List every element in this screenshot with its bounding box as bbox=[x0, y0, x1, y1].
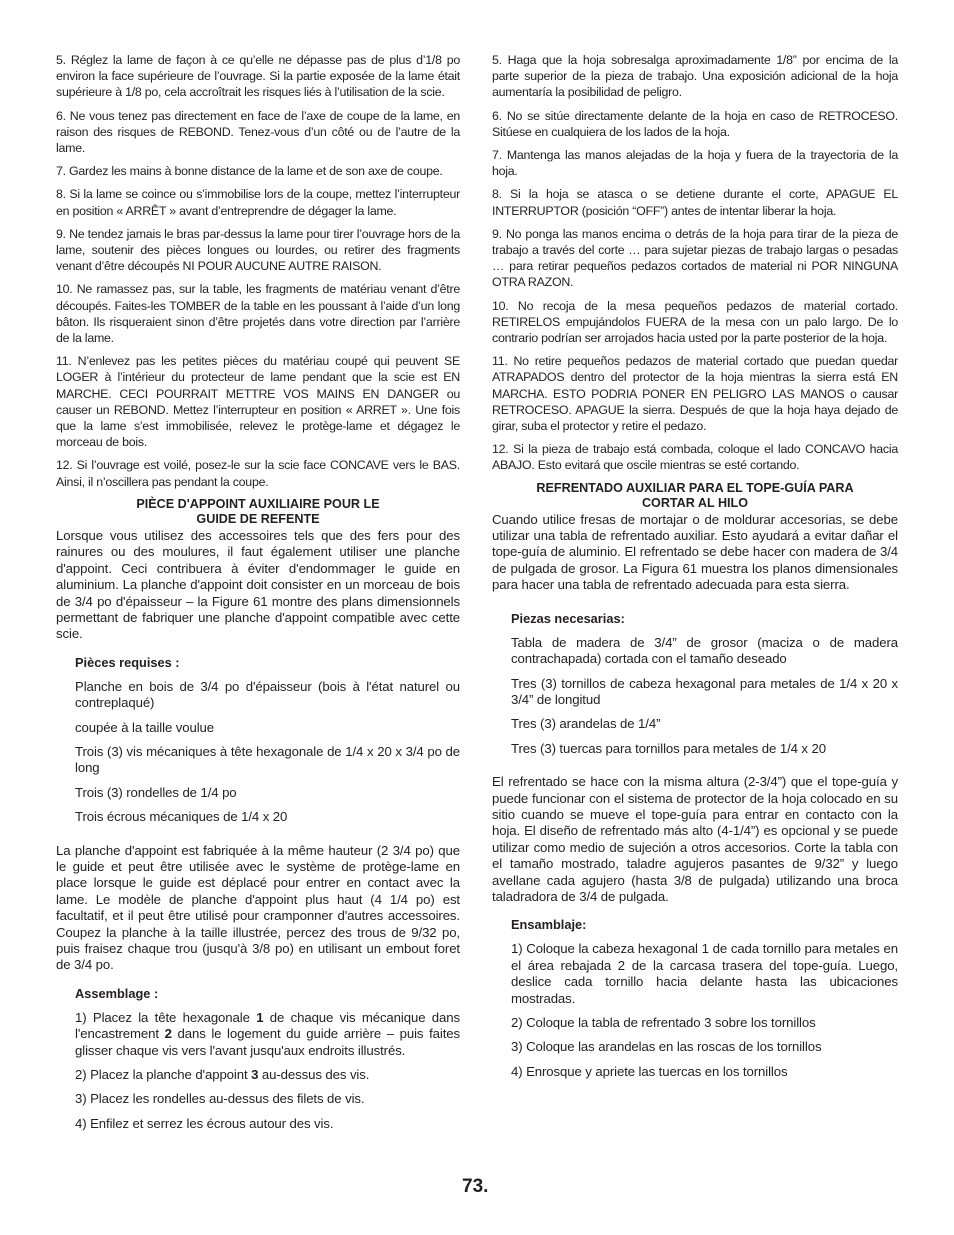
warning-7-es: 7. Mantenga las manos alejadas de la hoja y fuera de la trayectoria de la hoja. bbox=[492, 148, 898, 179]
part-ref-3: 3 bbox=[251, 1067, 259, 1083]
heading-line-1: REFRENTADO AUXILIAR PARA EL TOPE-GUÍA PARA bbox=[536, 480, 854, 495]
part-ref-2: 2 bbox=[164, 1026, 172, 1042]
heading-line-2: GUIDE DE REFENTE bbox=[196, 512, 320, 527]
assembly-step-4-fr: 4) Enfilez et serrez les écrous autour des vis. bbox=[75, 1115, 334, 1131]
warning-12-es: 12. Si la pieza de trabajo está combada, coloque el lado CONCAVO hacia ABAJO. Esto evitará que oscile mientras se esté cortando. bbox=[492, 442, 898, 473]
spanish-column bbox=[492, 52, 898, 1080]
parts-item-es: Tabla de madera de 3/4” de grosor (maciza o de madera contrachapada) cortada con el tamaño deseado bbox=[511, 634, 898, 667]
description-paragraph-fr: La planche d'appoint est fabriquée à la même hauteur (2 3/4 po) que le guide et peut être utilisée avec le système de protège-lame en place lorsque le guide est déplacé pour entrer en contact avec la lame. Le modèle de planche d'appoint plus haut (4 1/4 po) est facultatif, et il peut être utilisé pour cramponner d'autres accessoires. Coupez la planche à la taille illustrée, percez des trous de 9/32 po, puis fraisez chaque trou (jusqu'à 3/8 po) en utilisant un embout foret de 3/4 po. bbox=[56, 842, 460, 973]
section-heading-es bbox=[492, 481, 898, 512]
assembly-step-1-es: 1) Coloque la cabeza hexagonal 1 de cada tornillo para metales en el área rebajada 2 de la carcasa trasera del tope-guía. Luego, deslice cada tornillo hacia delante hasta las ubicaciones mostradas. bbox=[511, 941, 898, 1006]
parts-title-fr: Pièces requises : bbox=[75, 654, 180, 670]
warning-10-es: 10. No recoja de la mesa pequeños pedazos de material cortado. RETIRELOS empujándolos FUERA de la mesa con un palo largo. De lo contrario podrían ser arrojados hacia usted por la parte posterior de la hoja. bbox=[492, 298, 898, 346]
warning-6-fr: 6. Ne vous tenez pas directement en face de l’axe de coupe de la lame, en raison des risques de REBOND. Tenez-vous d’un côté ou de l’autre de la lame. bbox=[56, 108, 460, 156]
heading-line-1: PIÈCE D'APPOINT AUXILIAIRE POUR LE bbox=[136, 496, 380, 511]
parts-item-fr: coupée à la taille voulue bbox=[75, 719, 215, 735]
parts-item-fr: Trois (3) rondelles de 1/4 po bbox=[75, 784, 237, 800]
part-ref-1: 1 bbox=[256, 1009, 264, 1025]
parts-item-es: Tres (3) tornillos de cabeza hexagonal para metales de 1/4 x 20 x 3/4” de longitud bbox=[511, 675, 898, 707]
warning-8-es: 8. Si la hoja se atasca o se detiene durante el corte, APAGUE EL INTERRUPTOR (posición “OFF”) antes de intentar liberar la hoja. bbox=[492, 187, 898, 218]
assembly-step-4-es: 4) Enrosque y apriete las tuercas en los tornillos bbox=[511, 1063, 788, 1079]
parts-title-es: Piezas necesarias: bbox=[511, 610, 625, 626]
warning-11-es: 11. No retire pequeños pedazos de material cortado que puedan quedar ATRAPADOS dentro del protector de la hoja mientras la sierra está EN MARCHA. ESTO PODRIA PONER EN PELIGRO LAS MANOS o causar RETROCESO. APAGUE la sierra. Después de que la hoja haya dejado de girar, suba el protector y retire el pedazo. bbox=[492, 354, 898, 434]
description-paragraph-es: El refrentado se hace con la misma altura (2-3/4”) que el tope-guía y puede funcionar con el sistema de protector de la hoja colocado en su sitio cuando se mueve el tope-guía para entrar en contacto con la hoja. El diseño de refrentado más alto (4-1/4”) es opcional y se puede utilizar como medio de sujeción a otros accesorios. Corte la tabla con el tamaño mostrado, taladre agujeros pasantes de 9/32” y luego avellane cada agujero (hasta 3/8 de pulgada) utilizando una broca taladradora de 3/4 de pulgada. bbox=[492, 774, 898, 904]
assembly-step-3-es: 3) Coloque las arandelas en las roscas de los tornillos bbox=[511, 1039, 822, 1055]
warning-10-fr: 10. Ne ramassez pas, sur la table, les fragments de matériau venant d’être découpés. Faites-les TOMBER de la table en les poussant à l’aide d’un long bâton. Ils risqueraient sinon d’être projetés dans votre direction par l’arrière de la lame. bbox=[56, 282, 460, 346]
assembly-step-2-fr: 2) Placez la planche d'appoint 3 au-dessus des vis. bbox=[75, 1067, 370, 1083]
assembly-title-es: Ensamblaje: bbox=[511, 917, 587, 933]
assembly-step-2-es: 2) Coloque la tabla de refrentado 3 sobre los tornillos bbox=[511, 1015, 816, 1031]
parts-item-es: Tres (3) arandelas de 1/4” bbox=[511, 716, 661, 732]
assembly-step-1-fr: 1) Placez la tête hexagonale 1 de chaque vis mécanique dans l'encastrement 2 dans le logement du guide arrière – puis faites glisser chaque vis vers l'avant jusqu'aux endroits illustrés. bbox=[75, 1009, 460, 1058]
warning-12-fr: 12. Si l’ouvrage est voilé, posez-le sur la scie face CONCAVE vers le BAS. Ainsi, il n’oscillera pas pendant la coupe. bbox=[56, 458, 460, 489]
parts-item-fr: Trois (3) vis mécaniques à tête hexagonale de 1/4 x 20 x 3/4 po de long bbox=[75, 743, 460, 776]
warning-5-es: 5. Haga que la hoja sobresalga aproximadamente 1/8” por encima de la parte superior de la pieza de trabajo. Una exposición adicional de la hoja aumentaría la posibilidad de peligro. bbox=[492, 53, 898, 100]
assembly-step-3-fr: 3) Placez les rondelles au-dessus des filets de vis. bbox=[75, 1091, 365, 1107]
warning-11-fr: 11. N’enlevez pas les petites pièces du matériau coupé qui peuvent SE LOGER à l’intérieur du protecteur de lame pendant que la scie est EN MARCHE. CECI POURRAIT METTRE VOS MAINS EN DANGER ou causer un REBOND. Mettez l’interrupteur en position « ARRET ». Une fois que la lame s’est immobilisée, relevez le protège-lame et dégagez le morceau de bois. bbox=[56, 354, 460, 450]
french-column bbox=[56, 52, 460, 1132]
warning-9-fr: 9. Ne tendez jamais le bras par-dessus la lame pour tirer l’ouvrage hors de la lame, soutenir des pièces longues ou lourdes, ou retirer des fragments venant d’être découpés NI POUR AUCUNE AUTRE RAISON. bbox=[56, 226, 460, 274]
warning-5-fr: 5. Réglez la lame de façon à ce qu’elle ne dépasse pas de plus d’1/8 po environ la face supérieure de l’ouvrage. Si la partie exposée de la lame était supérieure à 1/8 po, cela accroîtrait les risques liés à l’utilisation de la scie. bbox=[56, 53, 460, 100]
warning-8-fr: 8. Si la lame se coince ou s’immobilise lors de la coupe, mettez l’interrupteur en position « ARRÊT » avant d’entreprendre de dégager la lame. bbox=[56, 187, 460, 218]
page-number: 73. bbox=[462, 1176, 489, 1197]
heading-line-2: CORTAR AL HILO bbox=[641, 496, 749, 511]
intro-paragraph-fr: Lorsque vous utilisez des accessoires tels que des fers pour des rainures ou des moulures, il faut également utiliser une planche d'appoint. Ceci contribuera à éviter d'endommager le guide en aluminium. La planche d'appoint doit consister en un morceau de bois de 3/4 po d'épaisseur – la Figure 61 montre des plans dimensionnels permettant de fabriquer une planche d'appoint compatible avec cette scie. bbox=[56, 527, 460, 642]
section-heading-fr bbox=[56, 497, 460, 528]
intro-paragraph-es: Cuando utilice fresas de mortajar o de moldurar accesorias, se debe utilizar una tabla de refrentado auxiliar. Esto ayudará a evitar dañar el tope-guía de aluminio. El refrentado se debe hacer con madera de 3/4 de pulgada de grosor. La Figura 61 muestra los planos dimensionales para hacer una tabla de refrentado adecuada para esta sierra. bbox=[492, 511, 898, 593]
parts-item-fr: Trois écrous mécaniques de 1/4 x 20 bbox=[75, 809, 288, 825]
parts-item-fr: Planche en bois de 3/4 po d'épaisseur (bois à l'état naturel ou contreplaqué) bbox=[75, 678, 460, 711]
warning-6-es: 6. No se sitúe directamente delante de la hoja en caso de RETROCESO. Sitúese en cualquiera de los lados de la hoja. bbox=[492, 108, 898, 139]
parts-item-es: Tres (3) tuercas para tornillos para metales de 1/4 x 20 bbox=[511, 740, 826, 756]
warning-7-fr: 7. Gardez les mains à bonne distance de la lame et de son axe de coupe. bbox=[56, 164, 443, 179]
assembly-title-fr: Assemblage : bbox=[75, 985, 159, 1001]
warning-9-es: 9. No ponga las manos encima o detrás de la hoja para tirar de la pieza de trabajo a través del corte … para sujetar piezas de trabajo largas o pesadas … para retirar pequeños pedazos cortados de material ni POR NINGUNA OTRA RAZON. bbox=[492, 226, 898, 290]
